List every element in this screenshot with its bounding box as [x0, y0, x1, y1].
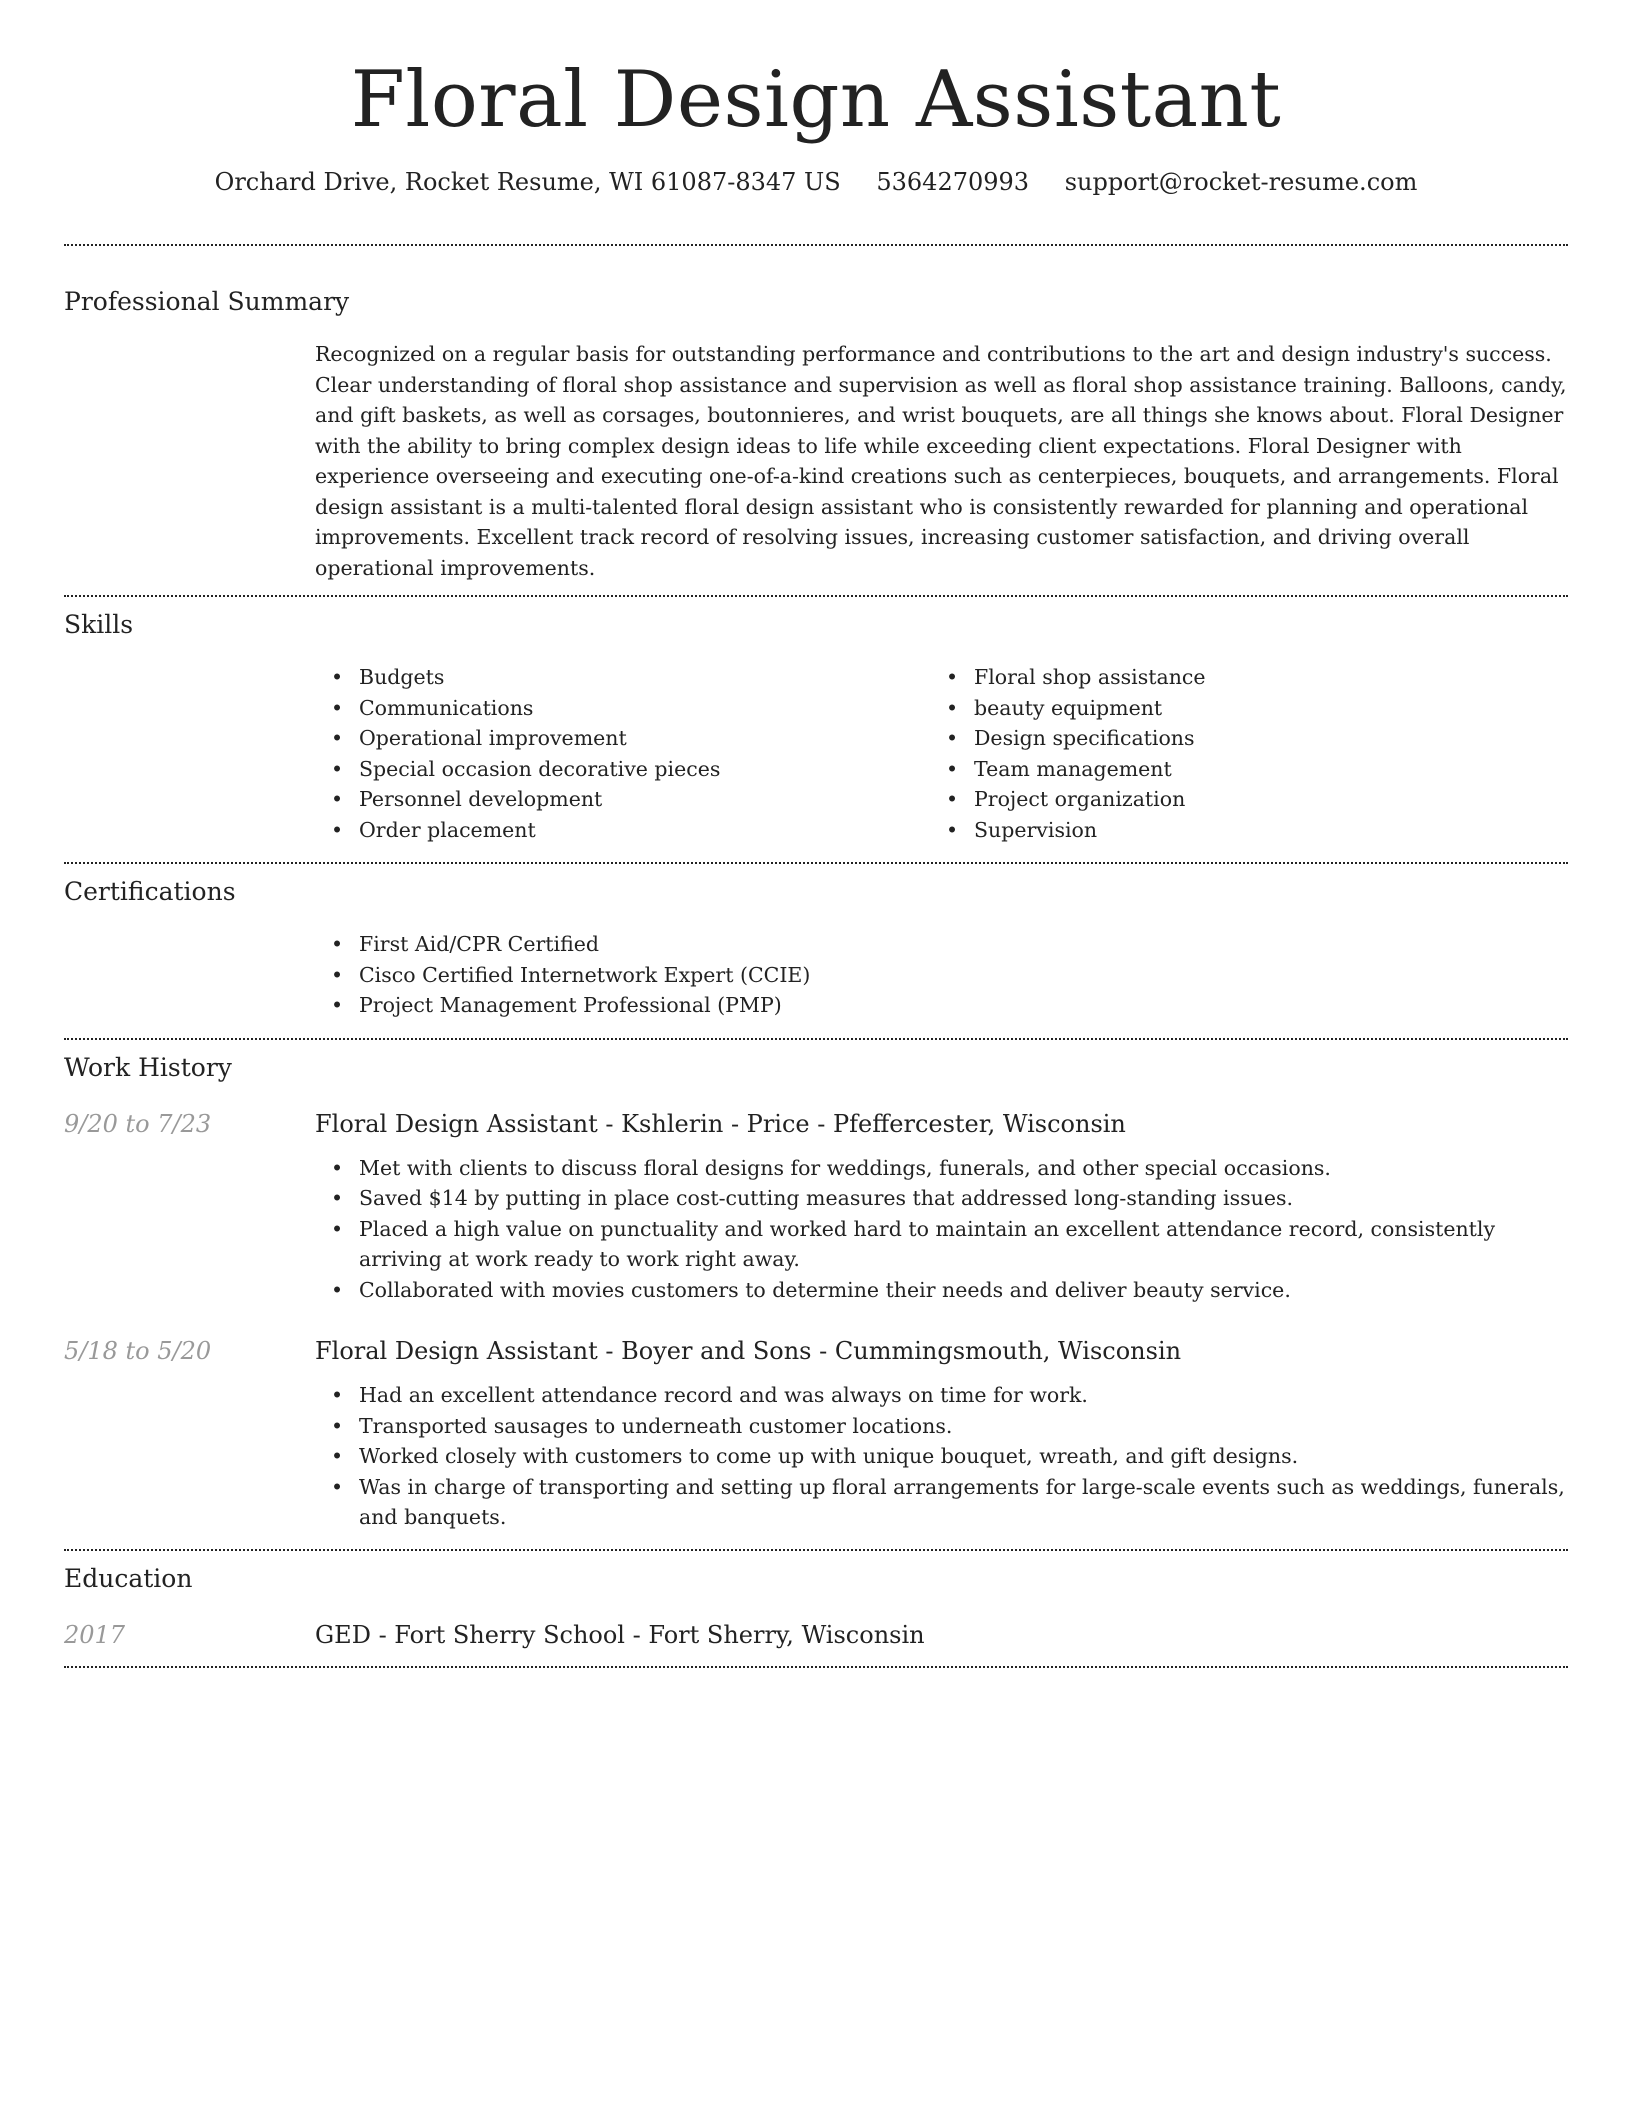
skills-section	[64, 608, 1568, 845]
divider	[64, 595, 1568, 597]
job-heading: Floral Design Assistant - Kshlerin - Price - Pfeffercester, Wisconsin	[315, 1109, 1126, 1138]
job-header	[64, 1107, 1568, 1141]
job-bullet: • Worked closely with customers to come up with unique bouquet, wreath, and gift designs.	[315, 1441, 1568, 1472]
summary-text: Recognized on a regular basis for outstanding performance and contributions to the art and design industry's success. Clear understanding of floral shop assistance and supervision as well as floral shop assistance training. Balloons, candy, and gift baskets, as well as corsages, boutonnieres, and wrist bouquets, are all things she knows about. Floral Designer with the ability to bring complex design ideas to life while exceeding client expectations. Floral Designer with experience overseeing and executing one-of-a-kind creations such as centerpieces, bouquets, and arrangements. Floral design assistant is a multi-talented floral design assistant who is consistently rewarded for planning and operational improvements. Excellent track record of resolving issues, increasing customer satisfaction, and driving overall operational improvements.	[315, 342, 1567, 580]
job-bullets	[315, 1380, 1568, 1533]
skills-title: Skills	[64, 610, 134, 639]
divider	[64, 244, 1568, 246]
work-history-title: Work History	[64, 1052, 232, 1082]
job-bullet: • Placed a high value on punctuality and worked hard to maintain an excellent attendance record, consistently arriving at work ready to work right away.	[315, 1214, 1568, 1275]
job-heading: Floral Design Assistant - Boyer and Sons - Cummingsmouth, Wisconsin	[315, 1337, 1182, 1365]
certification-item: • First Aid/CPR Certified	[315, 929, 1568, 960]
certification-item: • Project Management Professional (PMP)	[315, 990, 1568, 1021]
summary-title: Professional Summary	[64, 287, 350, 316]
skills-column-left	[315, 662, 930, 845]
resume-page	[64, 0, 1568, 1668]
skill-item: • Order placement	[315, 815, 930, 846]
certifications-list	[315, 929, 1568, 1021]
skills-list	[315, 662, 1568, 845]
job-entry	[64, 1107, 1568, 1306]
divider	[64, 1549, 1568, 1551]
job-bullet: • Had an excellent attendance record and was always on time for work.	[315, 1380, 1568, 1411]
divider	[64, 1038, 1568, 1040]
skills-column-right	[930, 662, 1545, 845]
job-bullet: • Saved $14 by putting in place cost-cutting measures that addressed long-standing issues.	[315, 1183, 1568, 1214]
certifications-section	[64, 875, 1568, 1021]
contact-line	[64, 166, 1568, 198]
job-bullet: • Transported sausages to underneath customer locations.	[315, 1411, 1568, 1442]
skill-item: • Floral shop assistance	[930, 662, 1545, 693]
candidate-name: Floral Design Assistant	[350, 55, 1282, 145]
skill-item: • Operational improvement	[315, 723, 930, 754]
job-bullets	[315, 1153, 1568, 1306]
divider	[64, 862, 1568, 864]
summary-section	[64, 285, 1568, 583]
education-year: 2017	[64, 1620, 126, 1649]
job-dates: 9/20 to 7/23	[64, 1109, 212, 1138]
skill-item: • Special occasion decorative pieces	[315, 754, 930, 785]
skill-item: • Supervision	[930, 815, 1545, 846]
job-bullet: • Collaborated with movies customers to determine their needs and deliver beauty service.	[315, 1275, 1568, 1306]
skill-item: • Personnel development	[315, 784, 930, 815]
contact-phone: 5364270993	[876, 168, 1030, 196]
skill-item: • beauty equipment	[930, 693, 1545, 724]
skill-item: • Design specifications	[930, 723, 1545, 754]
certifications-title: Certifications	[64, 877, 236, 906]
education-section	[64, 1562, 1568, 1652]
certification-item: • Cisco Certified Internetwork Expert (CCIE)	[315, 960, 1568, 991]
skill-item: • Team management	[930, 754, 1545, 785]
contact-email: support@rocket-resume.com	[1064, 168, 1418, 196]
divider	[64, 1666, 1568, 1668]
skill-item: • Project organization	[930, 784, 1545, 815]
education-title: Education	[64, 1563, 193, 1593]
contact-address: Orchard Drive, Rocket Resume, WI 61087-8347 US	[214, 168, 841, 196]
education-entry	[64, 1618, 1568, 1652]
job-bullet: • Was in charge of transporting and setting up floral arrangements for large-scale events such as weddings, funerals, and banquets.	[315, 1472, 1568, 1533]
education-heading: GED - Fort Sherry School - Fort Sherry, Wisconsin	[315, 1620, 925, 1649]
skill-item: • Communications	[315, 693, 930, 724]
work-history-section	[64, 1051, 1568, 1533]
job-dates: 5/18 to 5/20	[64, 1337, 212, 1365]
skill-item: • Budgets	[315, 662, 930, 693]
job-entry	[64, 1334, 1568, 1533]
job-bullet: • Met with clients to discuss floral designs for weddings, funerals, and other special occasions.	[315, 1153, 1568, 1184]
job-header	[64, 1334, 1568, 1368]
resume-header	[64, 0, 1568, 198]
